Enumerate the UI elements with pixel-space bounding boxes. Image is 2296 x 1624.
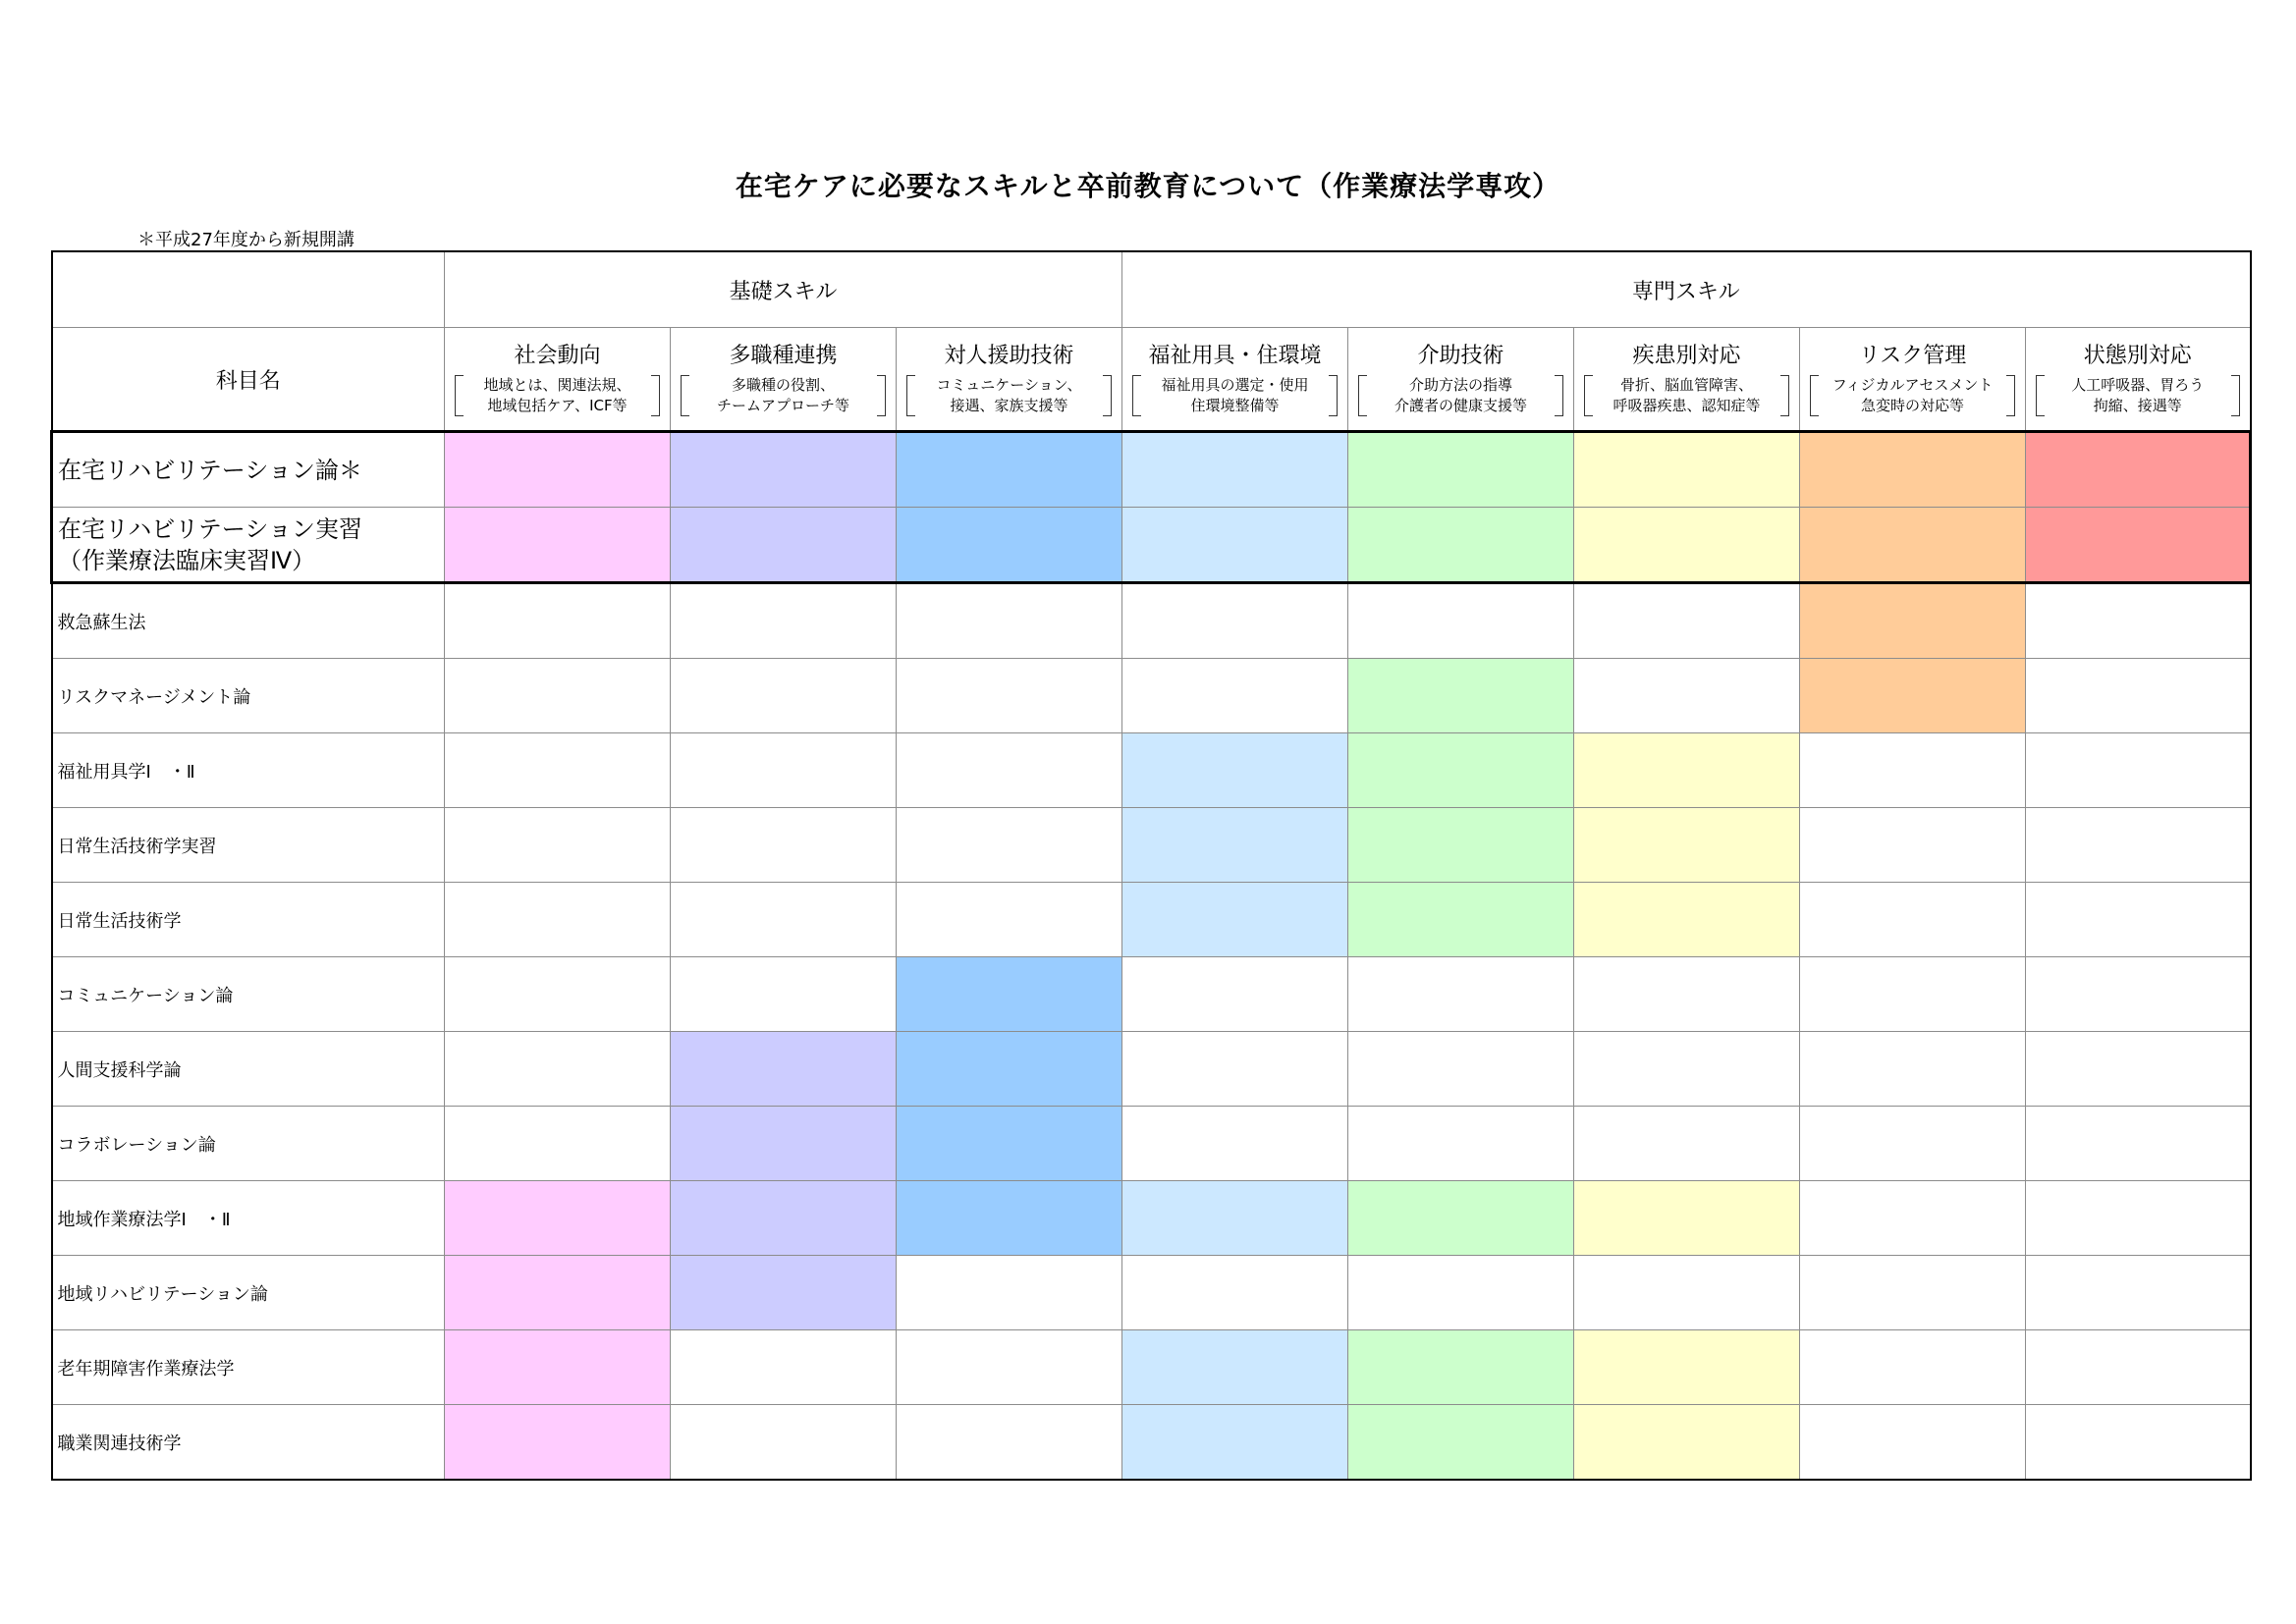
skill-cell [445,583,671,659]
skill-cell [1800,432,2026,508]
corner-cell [52,251,445,328]
skill-cell [1800,1330,2026,1405]
subject-name: コミュニケーション論 [57,985,234,1006]
subject-name: 地域作業療法学Ⅰ ・Ⅱ [57,1209,231,1230]
column-description-line: 福祉用具の選定・使用 [1161,376,1309,394]
table-row [52,1330,2251,1405]
skill-cell [1800,508,2026,583]
subject-name-cell [52,1032,445,1107]
skill-cell [897,808,1122,883]
skill-cell [1348,733,1574,808]
skill-cell [445,1032,671,1107]
subject-name: 福祉用具学Ⅰ ・Ⅱ [57,761,195,783]
group-basic-skills: 基礎スキル [445,251,1122,328]
skill-cell [2026,1107,2251,1181]
column-description-line: 拘縮、接遇等 [2093,397,2182,414]
skill-cell [1574,733,1800,808]
skill-cell [445,659,671,733]
skill-cell [1122,1256,1348,1330]
skill-cell [897,1256,1122,1330]
skill-cell [445,432,671,508]
table-row [52,883,2251,957]
table-row [52,583,2251,659]
skill-cell [1800,1405,2026,1481]
subject-name-cell [52,957,445,1032]
column-title: 社会動向 [514,344,601,368]
column-description-line: 人工呼吸器、胃ろう [2071,376,2205,394]
skill-cell [1800,808,2026,883]
skill-cell [1348,659,1574,733]
column-description [1810,375,2015,416]
skill-cell [1348,1256,1574,1330]
column-description-line: 急変時の対応等 [1861,397,1965,414]
skill-cell [1122,808,1348,883]
skill-cell [671,957,897,1032]
skill-cell [1574,1256,1800,1330]
column-title: 対人援助技術 [944,344,1074,368]
skill-cell [897,733,1122,808]
subject-name: 日常生活技術学実習 [57,836,217,857]
skill-cell [1122,659,1348,733]
column-title: 状態別対応 [2083,344,2192,368]
skill-cell [2026,733,2251,808]
column-description-line: コミュニケーション、 [936,376,1082,394]
skill-cell [2026,1032,2251,1107]
skill-cell [1348,432,1574,508]
column-description [1358,375,1563,416]
subject-name: 日常生活技術学 [57,910,182,932]
skill-cell [671,508,897,583]
column-description-line: 介助方法の指導 [1409,376,1513,394]
skill-cell [1122,1032,1348,1107]
skill-cell [2026,883,2251,957]
column-description [906,375,1112,416]
new-course-note: ＊平成27年度から新規開講 [137,230,355,250]
subject-name-cell [52,508,445,583]
subject-name-cell [52,1181,445,1256]
column-description-line: 地域とは、関連法規、 [483,376,631,394]
table-row [52,1032,2251,1107]
subject-name: 在宅リハビリテーション論＊ [58,456,362,484]
skill-cell [445,733,671,808]
skill-cell [445,808,671,883]
skill-cell [671,733,897,808]
skill-cell [897,1405,1122,1481]
column-description-line: 住環境整備等 [1190,397,1280,414]
skill-cell [897,883,1122,957]
column-description-line: 地域包括ケア、ICF等 [487,397,628,414]
column-title: 疾患別対応 [1632,344,1741,368]
skill-cell [1122,957,1348,1032]
skill-cell [1800,659,2026,733]
skill-cell [671,1181,897,1256]
skill-cell [445,1405,671,1481]
skill-cell [897,583,1122,659]
skill-cell [671,1032,897,1107]
column-title: 福祉用具・住環境 [1148,344,1322,368]
column-description-line: チームアプローチ等 [716,397,849,414]
skill-cell [1348,1032,1574,1107]
skill-cell [1122,733,1348,808]
skill-cell [1800,1107,2026,1181]
subject-name-cell [52,1405,445,1481]
skill-cell [1122,432,1348,508]
skill-cell [1574,957,1800,1032]
skill-cell [1800,1032,2026,1107]
subject-name: コラボレーション論 [57,1134,216,1156]
skill-cell [1574,1107,1800,1181]
skill-cell [1574,1032,1800,1107]
skill-cell [671,583,897,659]
skill-cell [671,1256,897,1330]
table-row [52,432,2251,508]
skill-cell [1574,808,1800,883]
skill-cell [1348,1181,1574,1256]
subject-name-cell [52,432,445,508]
column-description [1584,375,1789,416]
skill-cell [1122,1181,1348,1256]
skill-cell [897,508,1122,583]
column-description-line: 骨折、脳血管障害、 [1620,376,1754,394]
skill-cell [671,808,897,883]
skill-cell [897,1032,1122,1107]
skill-cell [1348,1405,1574,1481]
subject-name: 地域リハビリテーション論 [57,1283,268,1305]
table-row [52,1107,2251,1181]
column-description [681,375,886,416]
skill-cell [2026,957,2251,1032]
table-row [52,659,2251,733]
skill-cell [1348,508,1574,583]
subject-name: 在宅リハビリテーション実習 （作業療法臨床実習Ⅳ） [58,514,362,574]
skill-cell [897,432,1122,508]
column-header [2026,328,2251,432]
column-description-line: フィジカルアセスメント [1831,376,1994,394]
skill-cell [1122,883,1348,957]
table-row [52,1405,2251,1481]
skill-cell [897,1107,1122,1181]
skill-cell [671,1405,897,1481]
skill-cell [1122,508,1348,583]
skill-cell [1122,1405,1348,1481]
subject-name-cell [52,1256,445,1330]
skill-cell [671,1107,897,1181]
skill-cell [2026,1330,2251,1405]
skill-cell [2026,1181,2251,1256]
column-description [1132,375,1338,416]
skill-cell [1800,733,2026,808]
table-row [52,1256,2251,1330]
subject-name-cell [52,1107,445,1181]
skill-cell [671,1330,897,1405]
group-specialist-skills: 専門スキル [1122,251,2251,328]
skill-cell [1574,1330,1800,1405]
skill-cell [2026,432,2251,508]
skill-cell [1574,659,1800,733]
subject-name-cell [52,733,445,808]
skill-cell [2026,808,2251,883]
skill-cell [1348,957,1574,1032]
subject-name: 人間支援科学論 [57,1059,182,1081]
subject-name-cell [52,583,445,659]
column-header [1122,328,1348,432]
skill-cell [2026,659,2251,733]
skill-cell [445,957,671,1032]
skill-cell [671,432,897,508]
skill-cell [1348,1107,1574,1181]
column-description-line: 介護者の健康支援等 [1394,397,1528,414]
skill-cell [897,1330,1122,1405]
table-row [52,733,2251,808]
column-description-line: 呼吸器疾患、認知症等 [1613,397,1761,414]
table-row [52,1181,2251,1256]
skill-cell [897,1181,1122,1256]
skill-cell [1574,432,1800,508]
column-description [455,375,660,416]
table-row [52,808,2251,883]
skill-cell [1348,883,1574,957]
skill-cell [445,1256,671,1330]
subject-name: リスクマネージメント論 [57,686,251,708]
skill-cell [1122,583,1348,659]
skill-cell [1348,583,1574,659]
skill-cell [1574,508,1800,583]
skill-cell [1574,583,1800,659]
column-header [897,328,1122,432]
column-header [445,328,671,432]
skill-cell [445,1107,671,1181]
subject-name: 職業関連技術学 [57,1433,182,1454]
column-header [1348,328,1574,432]
subject-name-cell [52,1330,445,1405]
skill-cell [1800,883,2026,957]
skill-cell [2026,583,2251,659]
subject-name: 救急蘇生法 [57,612,146,633]
column-description [2036,375,2240,416]
table-row [52,957,2251,1032]
skill-cell [2026,1256,2251,1330]
skill-cell [445,1181,671,1256]
skill-cell [897,659,1122,733]
skill-cell [897,957,1122,1032]
skill-cell [671,883,897,957]
subject-name-cell [52,659,445,733]
skill-cell [671,659,897,733]
skill-cell [445,1330,671,1405]
subject-name: 老年期障害作業療法学 [57,1358,235,1380]
skill-cell [1348,1330,1574,1405]
table-row [52,508,2251,583]
skill-cell [1348,808,1574,883]
column-description-line: 接遇、家族支援等 [950,397,1068,414]
subject-name-cell [52,883,445,957]
column-description-line: 多職種の役割、 [731,376,835,394]
subject-name-cell [52,808,445,883]
subject-name-header: 科目名 [52,328,445,432]
column-header [1800,328,2026,432]
skill-cell [1122,1330,1348,1405]
column-title: 介助技術 [1417,344,1504,368]
skill-cell [2026,508,2251,583]
column-title: 多職種連携 [729,344,838,368]
column-header [1574,328,1800,432]
skill-cell [1574,883,1800,957]
skill-cell [1574,1405,1800,1481]
skill-cell [1122,1107,1348,1181]
column-header [671,328,897,432]
skill-cell [445,883,671,957]
skill-cell [2026,1405,2251,1481]
skill-cell [445,508,671,583]
skills-matrix-table [50,250,2252,1481]
skill-cell [1800,1181,2026,1256]
skill-cell [1574,1181,1800,1256]
page-title: 在宅ケアに必要なスキルと卒前教育について（作業療法学専攻） [735,170,1561,202]
skill-cell [1800,957,2026,1032]
skill-cell [1800,1256,2026,1330]
skill-cell [1800,583,2026,659]
column-title: リスク管理 [1858,344,1967,368]
